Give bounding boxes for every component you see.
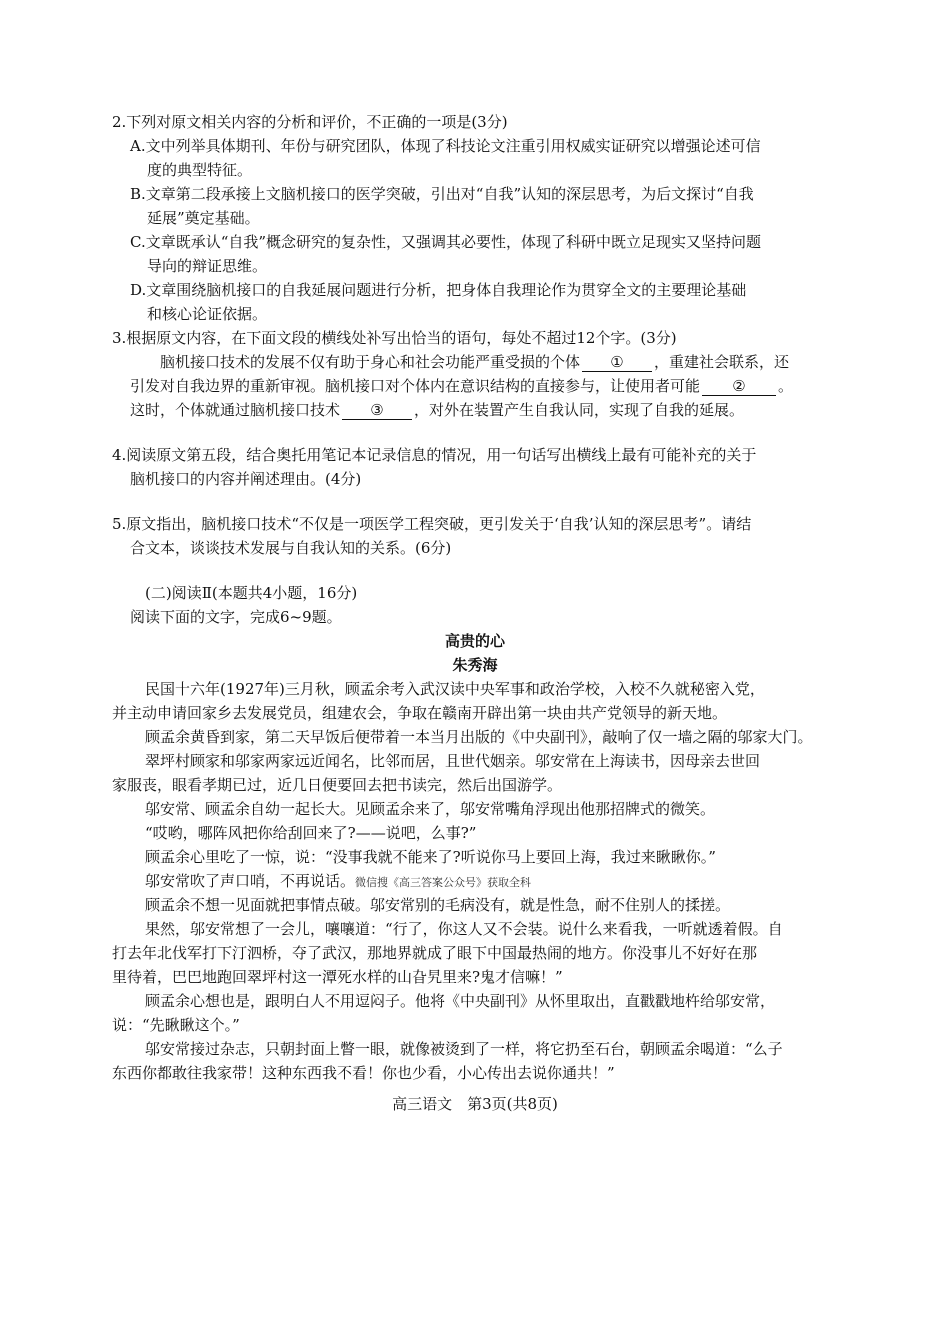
option-d-line2: 和核心论证依据。 [147, 305, 268, 323]
story-p6: 顾孟余心里吃了一惊，说：“没事我就不能来了?听说你马上要回上海，我过来瞅瞅你。” [145, 848, 716, 866]
story-p8: 顾孟余不想一见面就把事情点破。邬安常别的毛病没有，就是性急，耐不住别人的揉搓。 [145, 896, 731, 914]
section-title: (二)阅读Ⅱ(本题共4小题，16分) [145, 584, 358, 602]
option-b-line2: 延展”奠定基础。 [147, 209, 260, 227]
q3-text-1a: 脑机接口技术的发展不仅有助于身心和社会功能严重受损的个体 [160, 353, 581, 371]
q3-text-2a: 引发对自我边界的重新审视。脑机接口对个体内在意识结构的直接参与，让使用者可能 [130, 377, 701, 395]
story-p7: 邬安常吹了声口哨，不再说话。 [145, 872, 356, 890]
question-3-line2 [130, 376, 793, 396]
watermark-text: 微信搜《高三答案公众号》获取全科 [355, 876, 532, 889]
option-a-line1: A.文中列举具体期刊、年份与研究团队，体现了科技论文注重引用权威实证研究以增强论述可信 [130, 137, 761, 155]
story-p2: 顾孟余黄昏到家，第二天早饭后便带着一本当月出版的《中央副刊》，敲响了仅一墙之隔的邬家大门。 [145, 728, 813, 746]
question-4-line2: 脑机接口的内容并阐述理由。(4分) [130, 470, 362, 488]
story-p10-line2: 说：“先瞅瞅这个。” [112, 1016, 240, 1034]
story-title: 高贵的心 [444, 632, 505, 650]
story-p1-line1: 民国十六年(1927年)三月秋，顾孟余考入武汉读中央军事和政治学校，入校不久就秘密入党， [145, 680, 765, 698]
question-3-line1 [160, 352, 789, 372]
page-footer: 高三语文 第3页(共8页) [392, 1095, 558, 1113]
question-4-line1: 4.阅读原文第五段，结合奥托用笔记本记录信息的情况，用一句话写出横线上最有可能补充的关于 [112, 446, 757, 464]
story-p9-line1: 果然，邬安常想了一会儿，嚷嚷道：“行了，你这人又不会装。说什么来看我，一听就透着假。自 [145, 920, 783, 938]
q3-text-3b: ，对外在装置产生自我认同，实现了自我的延展。 [414, 401, 745, 419]
story-p7-line [145, 871, 531, 893]
story-p4: 邬安常、顾孟余自幼一起长大。见顾孟余来了，邬安常嘴角浮现出他那招牌式的微笑。 [145, 800, 716, 818]
question-2-stem: 2.下列对原文相关内容的分析和评价，不正确的一项是(3分) [112, 113, 508, 131]
story-p1-line2: 并主动申请回家乡去发展党员，组建农会，争取在赣南开辟出第一块由共产党领导的新天地。 [112, 704, 728, 722]
fill-blank-2[interactable]: ② [702, 377, 776, 396]
q3-text-1b: ，重建社会联系，还 [654, 353, 790, 371]
story-p10-line1: 顾孟余心想也是，跟明白人不用逗闷子。他将《中央副刊》从怀里取出，直戳戳地杵给邬安常， [145, 992, 776, 1010]
section-instruction: 阅读下面的文字，完成6~9题。 [130, 608, 342, 626]
question-5-line1: 5.原文指出，脑机接口技术“不仅是一项医学工程突破，更引发关于‘自我’认知的深层思考”。请结 [112, 515, 752, 533]
option-a-line2: 度的典型特征。 [147, 161, 253, 179]
story-p3-line1: 翠坪村顾家和邬家两家远近闻名，比邻而居，且世代姻亲。邬安常在上海读书，因母亲去世回 [145, 752, 761, 770]
story-p3-line2: 家服丧，眼看孝期已过，近几日便要回去把书读完，然后出国游学。 [112, 776, 563, 794]
story-p11-line1: 邬安常接过杂志，只朝封面上瞥一眼，就像被烫到了一样，将它扔至石台，朝顾孟余喝道：“么子 [145, 1040, 783, 1058]
question-3-line3 [130, 400, 744, 420]
story-author: 朱秀海 [452, 656, 498, 674]
option-d-line1: D.文章围绕脑机接口的自我延展问题进行分析，把身体自我理论作为贯穿全文的主要理论基础 [130, 281, 747, 299]
story-p9-line2: 打去年北伐军打下汀泗桥，夺了武汉，那地界就成了眼下中国最热闹的地方。你没事儿不好好在那 [112, 944, 758, 962]
story-p9-line3: 里待着，巴巴地跑回翠坪村这一潭死水样的山旮旯里来?鬼才信嘛！” [112, 968, 563, 986]
option-c-line2: 导向的辩证思维。 [147, 257, 268, 275]
option-c-line1: C.文章既承认“自我”概念研究的复杂性，又强调其必要性，体现了科研中既立足现实又坚持问题 [130, 233, 762, 251]
question-5-line2: 合文本，谈谈技术发展与自我认知的关系。(6分) [130, 539, 452, 557]
q3-text-2b: 。 [778, 377, 794, 395]
q3-text-3a: 这时，个体就通过脑机接口技术 [130, 401, 341, 419]
option-b-line1: B.文章第二段承接上文脑机接口的医学突破，引出对“自我”认知的深层思考，为后文探讨“自我 [130, 185, 754, 203]
story-p11-line2: 东西你都敢往我家带！这种东西我不看！你也少看，小心传出去说你通共！” [112, 1064, 615, 1082]
question-3-stem: 3.根据原文内容，在下面文段的横线处补写出恰当的语句，每处不超过12个字。(3分) [112, 329, 677, 347]
fill-blank-3[interactable]: ③ [342, 401, 412, 420]
story-p5: “哎哟，哪阵风把你给刮回来了?——说吧，么事?” [145, 824, 477, 842]
fill-blank-1[interactable]: ① [582, 353, 652, 372]
